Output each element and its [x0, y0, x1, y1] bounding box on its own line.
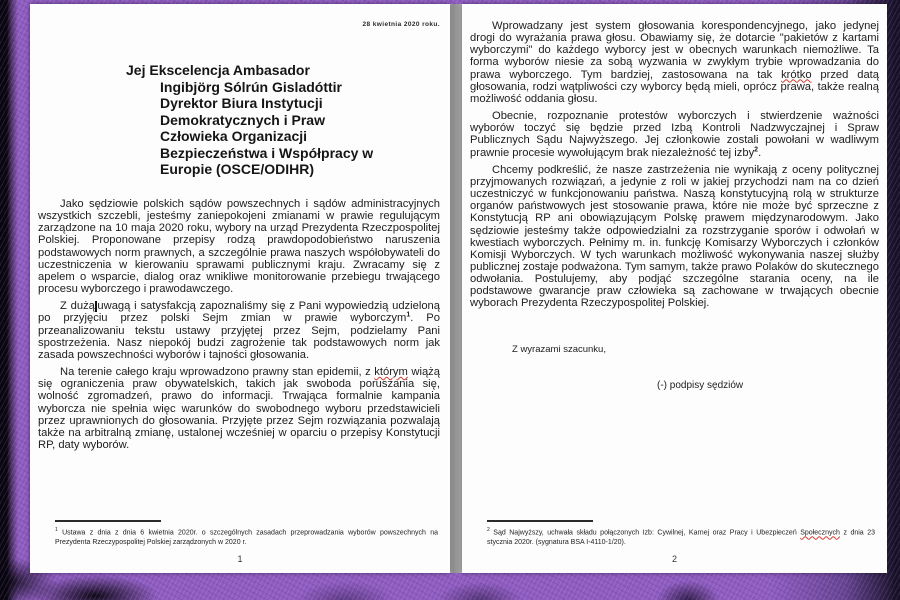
spellcheck-flagged-word: krótko — [781, 68, 812, 81]
footnote-reference: 2 — [754, 145, 759, 153]
signature-line: (-) podpisy sędziów — [657, 379, 744, 391]
page-gap-divider — [450, 4, 462, 573]
recipient-line: Ingibjörg Sólrún Gisladóttir — [160, 78, 342, 95]
paragraph-text: . — [758, 146, 762, 159]
closing-salutation: Z wyrazami szacunku, — [512, 343, 606, 355]
recipient-line: Dyrektor Biura Instytucji — [160, 95, 323, 111]
paragraph-text: Obecnie, rozpoznanie protestów wyborczych i stwierdzenie ważności wyborów toczyć się będzie przed Izbą Kontroli Nadzwyczajnej i Spraw Publicznych Sądu Najwyższego. Jej członkowie zostali powołani w wadliwym prawnie procesie wywołującym brak niezależność tej izby — [470, 110, 879, 159]
recipient-line: Bezpieczeństwa i Współpracy w — [160, 144, 374, 161]
paragraph — [470, 164, 879, 310]
paragraph-text: Jako sędziowie polskich sądów powszechnych i sądów administracyjnych wszystkich szczebli, jesteśmy zaniepokojeni zmianami w prawie regulującym zarządzone na 10 maja 2020 roku, wybory na urząd Prezydenta Rzeczpospolitej Polskiej. Proponowane przepisy rodzą prawdopodobieństwo naruszenia podstawowych norm prawnych, a szczególnie prawa naszych współobywateli do uczestniczenia w kierowaniu sprawami publicznymi kraju. Zwracamy się z apelem o wsparcie, dialog oraz wnikliwe monitorowanie przebiegu trwającego procesu wyborczego i prawodawczego. — [38, 198, 440, 296]
spellcheck-flagged-word: którym — [374, 366, 408, 379]
page-number: 2 — [671, 554, 677, 564]
footnote-area — [487, 520, 875, 547]
paragraph-text: Wprowadzany jest system głosowania korespondencyjnego, jako jedynej drogi do wyrażania prawa głosu. Obawiamy się, że dotarcie "pakietów z kartami wyborczymi" do każdego wyborcy jest w obecnych warunkach niemożliwe. Ta forma wyborów niesie za sobą wyzwania w zwykłym trybie wprowadzania do prawa wyborczego. Tym bardziej, zastosowana na tak — [470, 20, 879, 81]
spellcheck-flagged-word: Społecznych — [800, 529, 840, 537]
paragraph-text: Z dużą — [60, 300, 95, 313]
footnote-separator — [55, 520, 161, 522]
paragraph-text: Na terenie całego kraju wprowadzono prawny stan epidemii, z — [60, 366, 375, 379]
page1-body — [38, 198, 440, 456]
document-page-2[interactable] — [462, 4, 887, 573]
recipient-line: Człowieka Organizacji — [160, 128, 308, 144]
footnote-reference: 1 — [406, 311, 411, 319]
paragraph-text: przed datą głosowania, rodzi wątpliwości czy wyborcy będą mieli, oprócz prawa, także realną możliwość oddania głosu. — [470, 68, 879, 105]
recipient-line: Europie (OSCE/ODIHR) — [160, 161, 315, 177]
footnote-marker: 2 — [487, 527, 490, 533]
recipient-address — [126, 62, 446, 178]
paragraph — [470, 110, 879, 159]
footnote-area — [55, 520, 438, 547]
paragraph-text: uwagą i satysfakcją zapoznaliśmy się z Pani wypowiedzią udzieloną po przyjęciu przez polski Sejm zmian w prawie wyborczym — [38, 300, 441, 325]
recipient-line: Demokratycznych i Praw — [160, 111, 325, 128]
footnote-text: Sąd Najwyższy, uchwała składu połączonych Izb: Cywilnej, Karnej oraz Pracy i Ubezpieczeń — [489, 529, 801, 537]
footnote — [55, 526, 438, 547]
page2-body — [470, 20, 879, 397]
footnote-text: Ustawa z dnia z dnia 6 kwietnia 2020r. o szczególnych zasadach przeprowadzania wyborów powszechnych na Prezydenta Rzeczypospolitej Polskiej zarządzonych w 2020 r. — [55, 529, 438, 546]
paragraph — [38, 366, 440, 451]
footnote-separator — [487, 520, 593, 522]
date-line: 28 kwietnia 2020 roku. — [362, 21, 440, 28]
footnote-text: z dnia 23 stycznia 2020r. (sygnatura BSA I-4110-1/20). — [487, 529, 875, 546]
paragraph-text: . Po przeanalizowaniu tekstu ustawy przyjętej przez Sejm, podzielamy Pani spostrzeżenia. Nasz niepokój budzi zagrożenie tak podstawowych norm jak zasada powszechności wyborów i tajności głosowania. — [38, 312, 440, 361]
paragraph-text: wiążą się ograniczenia praw obywatelskich, takich jak swoboda poruszania się, wolność zgromadzeń, prawo do informacji. Trwająca formalnie kampania wyborcza nie spełnia więc warunków do swobodnego wyboru przedstawicieli przez uprawnionych do głosowania. Przyjęte przez Sejm rozwiązania pozwalają także na arbitralną zmianę, ustalonej wcześniej w oparciu o przepisy Konstytucji RP, daty wyborów. — [38, 366, 440, 451]
page-number: 1 — [237, 554, 243, 564]
footnote — [487, 526, 875, 547]
recipient-line: Jej Ekscelencja Ambasador — [126, 62, 310, 78]
paragraph — [38, 300, 440, 361]
paragraph — [470, 20, 879, 105]
paragraph-text: Chcemy podkreślić, że nasze zastrzeżenia nie wynikają z oceny politycznej przyjmowanych rozwiązań, a jedynie z roli w jakiej przychodzi nam na co dzień uczestniczyć w funkcjonowaniu państwa. Naszą konstytucyjną rolą w strukturze organów państwowych jest stosowanie prawa, które nie może być sprzeczne z Konstytucją RP ani obowiązującym Polskę prawem międzynarodowym. Jako sędziowie jesteśmy także odpowiedzialni za rozstrzyganie sporów i odwołań w kwestiach wyborczych. Pełnimy m. in. funkcję Komisarzy Wyborczych i członków Komisji Wyborczych. W tych warunkach możliwość wykonywania naszej służby publicznej zostaje podważona. Tym samym, także prawo Polaków do skutecznego odwołania. Postulujemy, aby podjąć szczególne starania oceny, na ile podstawowe gwarancje praw człowieka są zachowane w trwających obecnie wyborach Prezydenta Rzeczypospolitej Polskiej. — [470, 163, 879, 310]
footnote-marker: 1 — [55, 527, 58, 533]
document-page-1[interactable] — [30, 4, 450, 573]
paragraph — [38, 198, 440, 295]
